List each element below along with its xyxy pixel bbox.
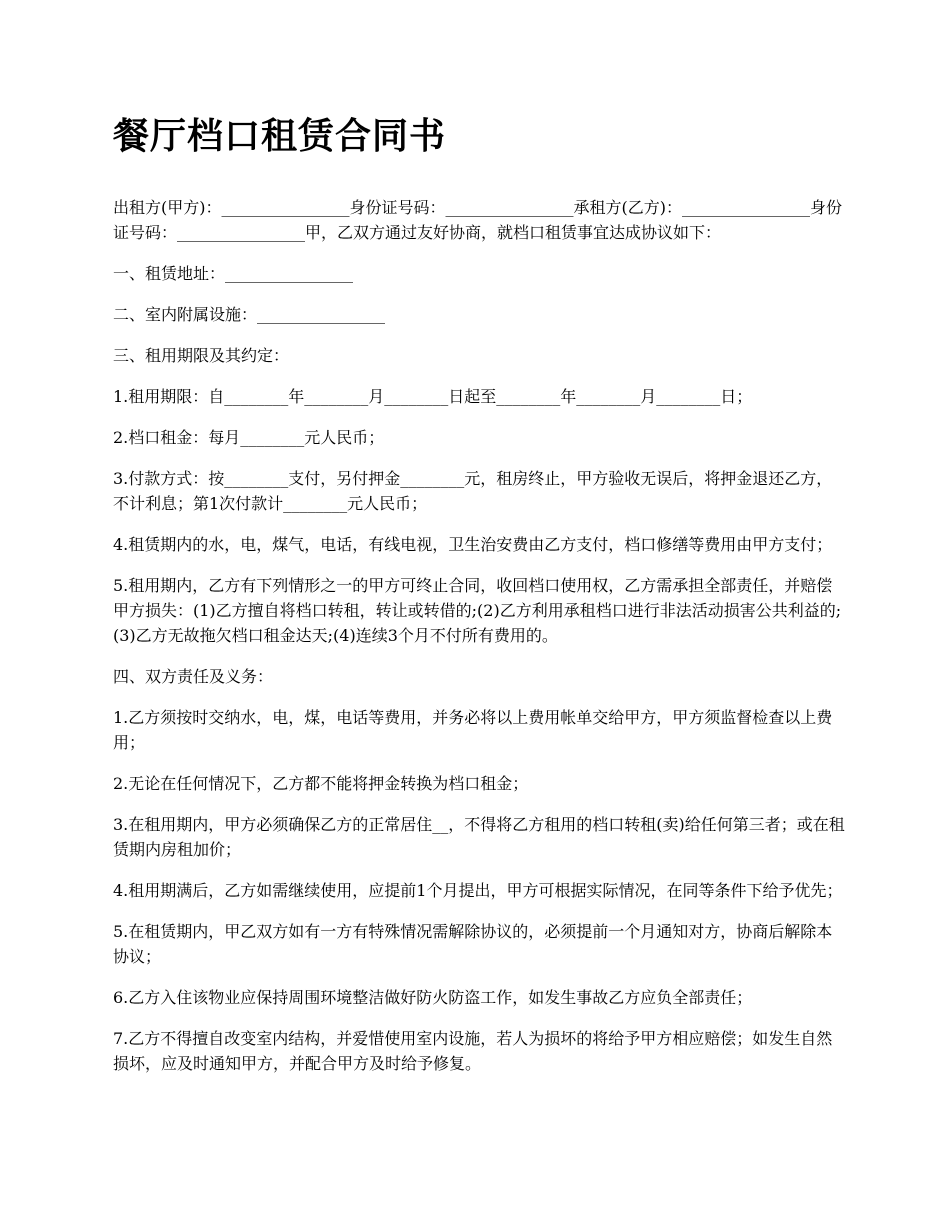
- paragraph-duty-1: 1.乙方须按时交纳水，电，煤，电话等费用，并务必将以上费用帐单交给甲方，甲方须监督检查以上费用；: [113, 708, 833, 752]
- paragraph-rent: 2.档口租金：每月________元人民币；: [113, 428, 385, 447]
- paragraph-duty-7: 7.乙方不得擅自改变室内结构，并爱惜使用室内设施，若人为损坏的将给予甲方相应赔偿；如发生自然损坏，应及时通知甲方，并配合甲方及时给予修复。: [113, 1029, 833, 1073]
- paragraph-utilities: 4.租赁期内的水，电，煤气，电话，有线电视，卫生治安费由乙方支付，档口修缮等费用由甲方支付；: [113, 535, 833, 554]
- section-heading-duties: 四、双方责任及义务：: [113, 667, 274, 686]
- paragraph-duty-6: 6.乙方入住该物业应保持周围环境整洁做好防火防盗工作，如发生事故乙方应负全部责任；: [113, 988, 753, 1007]
- paragraph-parties: 出租方(甲方)：________________身份证号码：________________承租方(乙方)：________________身份证号码：________________甲，乙双方通过友好协商，就档口租赁事宜达成协议如下：: [113, 198, 842, 242]
- paragraph-term-period: 1.租用期限：自________年________月________日起至________年________月________日；: [113, 387, 753, 406]
- paragraph-rental-address: 一、租赁地址：________________: [113, 264, 354, 283]
- paragraph-termination: 5.租用期内，乙方有下列情形之一的甲方可终止合同，收回档口使用权，乙方需承担全部责任，并赔偿甲方损失：(1)乙方擅自将档口转租，转让或转借的;(2)乙方利用承租档口进行非法活动损害公共利益的;(3)乙方无故拖欠档口租金达天;(4)连续3个月不付所有费用的。: [113, 576, 842, 645]
- document-title: 餐厅档口租赁合同书: [113, 116, 447, 157]
- paragraph-payment: 3.付款方式：按________支付，另付押金________元，租房终止，甲方验收无误后，将押金退还乙方，不计利息；第1次付款计________元人民币；: [113, 469, 833, 513]
- paragraph-duty-2: 2.无论在任何情况下，乙方都不能将押金转换为档口租金；: [113, 774, 529, 793]
- document-page: [113, 112, 848, 1092]
- paragraph-duty-3: 3.在租用期内，甲方必须确保乙方的正常居住__，不得将乙方租用的档口转租(卖)给任何第三者；或在租赁期内房租加价；: [113, 815, 845, 859]
- paragraph-duty-4: 4.租用期满后，乙方如需继续使用，应提前1个月提出，甲方可根据实际情况，在同等条件下给予优先；: [113, 881, 843, 900]
- section-heading-term: 三、租用期限及其约定：: [113, 346, 290, 365]
- paragraph-duty-5: 5.在租赁期内，甲乙双方如有一方有特殊情况需解除协议的，必须提前一个月通知对方，协商后解除本协议；: [113, 922, 833, 966]
- paragraph-facilities: 二、室内附属设施：________________: [113, 305, 386, 324]
